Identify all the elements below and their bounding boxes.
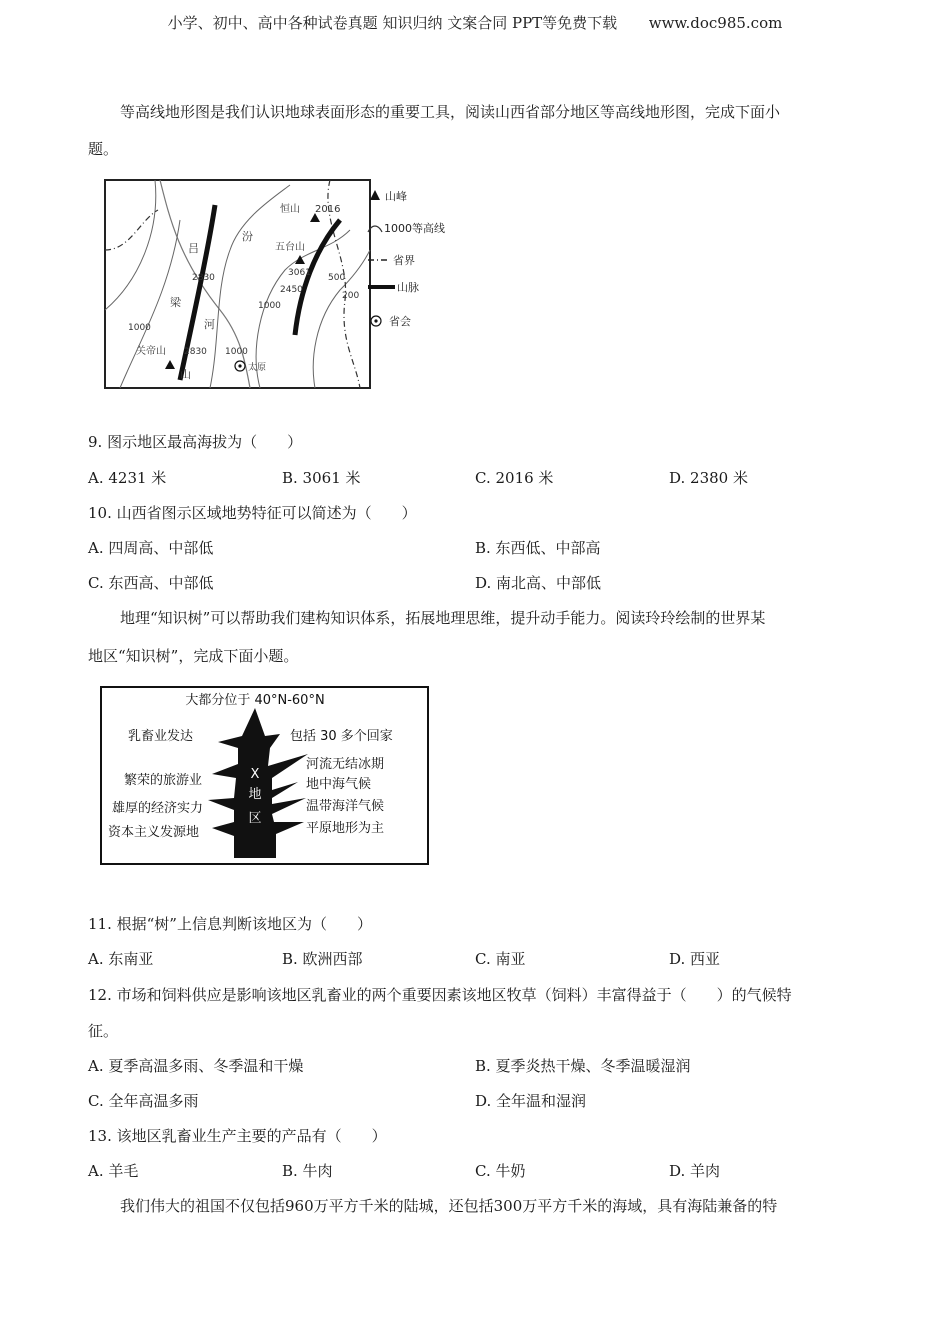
q12-stem-line2: 征。 <box>88 1022 119 1040</box>
label-h2016: 2016 <box>315 204 341 215</box>
label-h1000a: 1000 <box>258 301 281 311</box>
q12-stem-line1: 12. 市场和饲料供应是影响该地区乳畜业的两个重要因素该地区牧草（饲料）丰富得益于（ ）的气候特 <box>88 986 792 1004</box>
knowledge-tree-figure <box>100 686 430 866</box>
q13-option-b[interactable]: B. 牛肉 <box>282 1162 333 1180</box>
tree-right-3: 地中海气候 <box>306 777 372 792</box>
legend-range: 山脉 <box>397 281 419 294</box>
label-h2831: 2830 <box>184 347 207 357</box>
tree-left-1: 乳畜业发达 <box>128 729 194 744</box>
intro2-line1: 地理“知识树”可以帮助我们建构知识体系，拓展地理思维，提升动手能力。阅读玲玲绘制的世界某 <box>120 609 766 627</box>
intro1-line1: 等高线地形图是我们认识地球表面形态的重要工具，阅读山西省部分地区等高线地形图，完成下面小 <box>120 103 781 121</box>
q10-stem: 10. 山西省图示区域地势特征可以简述为（ ） <box>88 504 417 522</box>
q13-option-d[interactable]: D. 羊肉 <box>669 1162 721 1180</box>
tree-left-4: 资本主义发源地 <box>108 825 200 840</box>
label-h200: 200 <box>342 291 360 301</box>
tree-top-text: 大都分位于 40°N-60°N <box>185 693 325 708</box>
q13-option-c[interactable]: C. 牛奶 <box>475 1162 526 1180</box>
tree-right-2: 河流无结冰期 <box>306 757 385 772</box>
label-fen: 汾 <box>242 230 253 243</box>
header-url[interactable]: www.doc985.com <box>648 14 783 32</box>
q10-option-d[interactable]: D. 南北高、中部低 <box>475 574 602 592</box>
q12-option-b[interactable]: B. 夏季炎热干燥、冬季温暖湿润 <box>475 1057 691 1075</box>
tree-trunk-x: X <box>250 767 260 782</box>
q10-option-a[interactable]: A. 四周高、中部低 <box>88 539 214 557</box>
label-wutai: 五台山 <box>275 242 305 253</box>
q12-option-c[interactable]: C. 全年高温多雨 <box>88 1092 199 1110</box>
tree-trunk-qu: 区 <box>248 811 262 826</box>
q12-option-d[interactable]: D. 全年温和湿润 <box>475 1092 587 1110</box>
legend-peak: 山峰 <box>385 190 407 203</box>
tree-right-5: 平原地形为主 <box>306 821 385 836</box>
intro1-line2: 题。 <box>88 140 119 158</box>
q9-option-b[interactable]: B. 3061 米 <box>282 469 361 487</box>
legend-contour: 1000等高线 <box>384 222 445 235</box>
label-h2450: 2450 <box>280 285 303 295</box>
label-h3061: 3061 <box>288 268 311 278</box>
label-guandi: 关帝山 <box>136 346 166 357</box>
label-shan: 山 <box>180 368 191 381</box>
header-text: 小学、初中、高中各种试卷真题 知识归纳 文案合同 PPT等免费下载 <box>167 14 618 32</box>
label-lv: 吕 <box>188 242 199 255</box>
label-he: 河 <box>204 318 215 331</box>
page-header <box>0 12 950 33</box>
q11-option-a[interactable]: A. 东南亚 <box>88 950 154 968</box>
q10-option-c[interactable]: C. 东西高、中部低 <box>88 574 214 592</box>
q10-option-b[interactable]: B. 东西低、中部高 <box>475 539 601 557</box>
tree-trunk-di: 地 <box>248 787 262 802</box>
q9-option-c[interactable]: C. 2016 米 <box>475 469 554 487</box>
tree-left-2: 繁荣的旅游业 <box>124 773 203 788</box>
q9-stem: 9. 图示地区最高海拔为（ ） <box>88 433 303 451</box>
q11-option-b[interactable]: B. 欧洲西部 <box>282 950 363 968</box>
intro2-line2: 地区“知识树”，完成下面小题。 <box>88 647 299 665</box>
tree-right-1: 包括 30 多个回家 <box>290 729 393 744</box>
q9-option-a[interactable]: A. 4231 米 <box>88 469 167 487</box>
contour-map-figure <box>100 160 445 395</box>
tree-left-3: 雄厚的经济实力 <box>112 801 204 816</box>
q11-stem: 11. 根据“树”上信息判断该地区为（ ） <box>88 915 372 933</box>
intro3-line1: 我们伟大的祖国不仅包括960万平方千米的陆城，还包括300万平方千米的海域，具有海陆兼备的特 <box>120 1197 778 1215</box>
label-h2830: 2830 <box>192 273 215 283</box>
q12-option-a[interactable]: A. 夏季高温多雨、冬季温和干燥 <box>88 1057 304 1075</box>
legend-peak-icon <box>370 190 380 200</box>
label-liang: 梁 <box>170 296 181 309</box>
label-h1000c: 1000 <box>225 347 248 357</box>
label-h1000b: 1000 <box>128 323 151 333</box>
q9-option-d[interactable]: D. 2380 米 <box>669 469 748 487</box>
tree-right-4: 温带海洋气候 <box>306 799 385 814</box>
q13-option-a[interactable]: A. 羊毛 <box>88 1162 139 1180</box>
label-hengshan: 恒山 <box>280 204 300 215</box>
q11-option-d[interactable]: D. 西亚 <box>669 950 721 968</box>
label-h500: 500 <box>328 273 346 283</box>
label-taiyuan: 太原 <box>248 363 267 373</box>
legend-capital: 省会 <box>389 315 411 328</box>
q11-option-c[interactable]: C. 南亚 <box>475 950 526 968</box>
q13-stem: 13. 该地区乳畜业生产主要的产品有（ ） <box>88 1127 387 1145</box>
legend-border: 省界 <box>393 254 415 267</box>
